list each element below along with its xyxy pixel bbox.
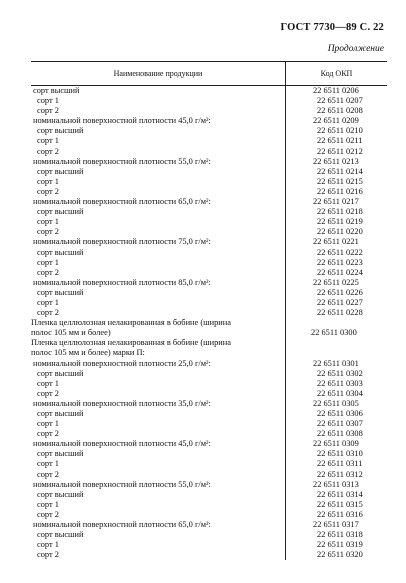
table-row	[31, 177, 387, 187]
table-row	[31, 147, 387, 157]
product-name-cell: номинальной поверхностной плотности 25,0 г/м²:	[33, 358, 211, 368]
product-table	[31, 61, 387, 560]
product-name-cell: номинальной поверхностной плотности 85,0 г/м²:	[33, 277, 211, 287]
product-name-cell: номинальной поверхностной плотности 45,0 г/м²:	[33, 116, 211, 126]
table-row	[31, 419, 387, 429]
product-name-cell: сорт 1	[37, 419, 59, 429]
product-name-cell: сорт 2	[37, 186, 59, 196]
okp-code-cell	[285, 318, 387, 328]
table-row	[31, 167, 387, 177]
product-name-cell: сорт 1	[37, 136, 59, 146]
product-name-cell: сорт высший	[37, 449, 84, 459]
okp-code-cell: 22 6511 0300	[311, 328, 357, 338]
product-name-cell: сорт 1	[37, 176, 59, 186]
okp-code-cell: 22 6511 0226	[317, 287, 363, 297]
product-name-cell: сорт высший	[33, 86, 80, 95]
product-name-cell: сорт 1	[37, 499, 59, 509]
product-name-cell: сорт 2	[37, 550, 59, 560]
table-row	[31, 288, 387, 298]
product-name-cell: сорт высший	[37, 409, 84, 418]
table-row	[31, 86, 387, 96]
okp-code-cell: 22 6511 0222	[317, 247, 363, 257]
okp-code-cell: 22 6511 0225	[313, 277, 359, 287]
table-row	[31, 348, 387, 358]
table-row	[31, 449, 387, 459]
table-row	[31, 389, 387, 399]
table-row	[31, 409, 387, 419]
table-row	[31, 187, 387, 197]
okp-code-cell: 22 6511 0307	[317, 419, 363, 429]
table-row	[31, 459, 387, 469]
table-row	[31, 359, 387, 369]
product-name-cell: Пленка целлюлозная нелакированная в бобине (ширина	[31, 318, 231, 328]
table-row	[31, 268, 387, 278]
okp-code-cell: 22 6511 0309	[313, 439, 359, 449]
table-row	[31, 429, 387, 439]
product-name-cell: сорт 2	[37, 227, 59, 237]
okp-code-cell: 22 6511 0209	[313, 116, 359, 126]
table-row	[31, 520, 387, 530]
product-name-cell: сорт 2	[37, 509, 59, 519]
okp-code-cell	[285, 348, 387, 358]
table-row	[31, 490, 387, 500]
okp-code-cell: 22 6511 0315	[317, 499, 363, 509]
table-row	[31, 217, 387, 227]
okp-code-cell: 22 6511 0319	[317, 540, 363, 550]
product-name-cell: сорт высший	[37, 368, 84, 378]
product-name-cell: сорт высший	[37, 126, 84, 136]
product-name-cell: полос 105 мм и более)	[31, 328, 111, 338]
continuation-label: Продолжение	[327, 44, 384, 54]
product-name-cell: сорт 2	[37, 106, 59, 116]
okp-code-cell: 22 6511 0317	[313, 520, 359, 530]
table-row	[31, 530, 387, 540]
okp-code-cell: 22 6511 0318	[317, 530, 363, 540]
okp-code-cell: 22 6511 0301	[313, 358, 359, 368]
okp-code-cell: 22 6511 0320	[317, 550, 363, 560]
table-row	[31, 248, 387, 258]
okp-code-cell: 22 6511 0219	[317, 217, 363, 227]
table-row	[31, 540, 387, 550]
table-header	[31, 62, 387, 86]
okp-code-cell: 22 6511 0312	[317, 469, 363, 479]
okp-code-cell: 22 6511 0214	[317, 166, 363, 176]
product-name-cell: номинальной поверхностной плотности 65,0 г/м²:	[33, 197, 211, 207]
table-row	[31, 126, 387, 136]
product-name-cell: сорт 2	[37, 267, 59, 277]
product-name-cell: номинальной поверхностной плотности 55,0 г/м²:	[33, 156, 211, 166]
product-name-cell: сорт высший	[37, 166, 84, 176]
table-row	[31, 308, 387, 318]
okp-code-cell: 22 6511 0311	[317, 459, 363, 469]
table-row	[31, 318, 387, 328]
table-row	[31, 106, 387, 116]
table-row	[31, 439, 387, 449]
okp-code-cell: 22 6511 0206	[313, 86, 359, 95]
product-name-cell: сорт 1	[37, 378, 59, 388]
table-body	[31, 86, 387, 560]
table-row	[31, 237, 387, 247]
column-header-name: Наименование продукции	[31, 62, 286, 85]
okp-code-cell: 22 6511 0224	[317, 267, 363, 277]
product-name-cell: сорт 1	[37, 540, 59, 550]
okp-code-cell: 22 6511 0308	[317, 429, 363, 439]
table-row	[31, 258, 387, 268]
okp-code-cell: 22 6511 0212	[317, 146, 363, 156]
product-name-cell: сорт высший	[37, 530, 84, 540]
okp-code-cell: 22 6511 0228	[317, 308, 363, 318]
table-row	[31, 328, 387, 338]
okp-code-cell: 22 6511 0220	[317, 227, 363, 237]
product-name-cell: полос 105 мм и более) марки П:	[31, 348, 145, 358]
table-row	[31, 399, 387, 409]
product-name-cell: сорт высший	[37, 207, 84, 217]
table-row	[31, 136, 387, 146]
table-row	[31, 500, 387, 510]
table-row	[31, 470, 387, 480]
okp-code-cell: 22 6511 0207	[317, 96, 363, 106]
okp-code-cell: 22 6511 0208	[317, 106, 363, 116]
okp-code-cell: 22 6511 0304	[317, 388, 363, 398]
table-row	[31, 510, 387, 520]
okp-code-cell: 22 6511 0217	[313, 197, 359, 207]
okp-code-cell: 22 6511 0305	[313, 398, 359, 408]
table-row	[31, 197, 387, 207]
product-name-cell: сорт 2	[37, 146, 59, 156]
okp-code-cell: 22 6511 0316	[317, 509, 363, 519]
table-row	[31, 116, 387, 126]
okp-code-cell: 22 6511 0306	[317, 409, 363, 418]
okp-code-cell: 22 6511 0223	[317, 257, 363, 267]
okp-code-cell: 22 6511 0227	[317, 297, 363, 307]
product-name-cell: сорт высший	[37, 247, 84, 257]
product-name-cell: сорт 2	[37, 469, 59, 479]
table-row	[31, 96, 387, 106]
product-name-cell: сорт 1	[37, 217, 59, 227]
column-header-code: Код ОКП	[320, 69, 353, 78]
okp-code-cell: 22 6511 0211	[317, 136, 363, 146]
product-name-cell: сорт 1	[37, 459, 59, 469]
product-name-cell: сорт высший	[37, 287, 84, 297]
product-name-cell: номинальной поверхностной плотности 35,0 г/м²:	[33, 398, 211, 408]
okp-code-cell: 22 6511 0216	[317, 186, 363, 196]
page-header: ГОСТ 7730—89 С. 22	[280, 22, 384, 33]
table-row	[31, 157, 387, 167]
product-name-cell: номинальной поверхностной плотности 55,0 г/м²:	[33, 479, 211, 489]
product-name-cell: номинальной поверхностной плотности 45,0 г/м²:	[33, 439, 211, 449]
okp-code-cell	[285, 338, 387, 348]
okp-code-cell: 22 6511 0218	[317, 207, 363, 217]
product-name-cell: сорт 2	[37, 308, 59, 318]
product-name-cell: сорт 1	[37, 297, 59, 307]
product-name-cell: сорт 2	[37, 388, 59, 398]
okp-code-cell: 22 6511 0215	[317, 176, 363, 186]
table-row	[31, 207, 387, 217]
okp-code-cell: 22 6511 0221	[313, 237, 359, 247]
okp-code-cell: 22 6511 0302	[317, 368, 363, 378]
table-row	[31, 379, 387, 389]
column-divider	[285, 86, 286, 560]
table-row	[31, 227, 387, 237]
product-name-cell: сорт высший	[37, 489, 84, 499]
product-name-cell: сорт 1	[37, 257, 59, 267]
table-row	[31, 369, 387, 379]
okp-code-cell: 22 6511 0213	[313, 156, 359, 166]
okp-code-cell: 22 6511 0313	[313, 479, 359, 489]
product-name-cell: номинальной поверхностной плотности 75,0 г/м²:	[33, 237, 211, 247]
table-row	[31, 480, 387, 490]
okp-code-cell: 22 6511 0314	[317, 489, 363, 499]
product-name-cell: сорт 2	[37, 429, 59, 439]
product-name-cell: сорт 1	[37, 96, 59, 106]
okp-code-cell: 22 6511 0210	[317, 126, 363, 136]
product-name-cell: Пленка целлюлозная нелакированная в бобине (ширина	[31, 338, 231, 348]
okp-code-cell: 22 6511 0303	[317, 378, 363, 388]
table-row	[31, 550, 387, 560]
table-row	[31, 338, 387, 348]
table-row	[31, 298, 387, 308]
product-name-cell: номинальной поверхностной плотности 65,0 г/м²:	[33, 520, 211, 530]
table-row	[31, 278, 387, 288]
okp-code-cell: 22 6511 0310	[317, 449, 363, 459]
